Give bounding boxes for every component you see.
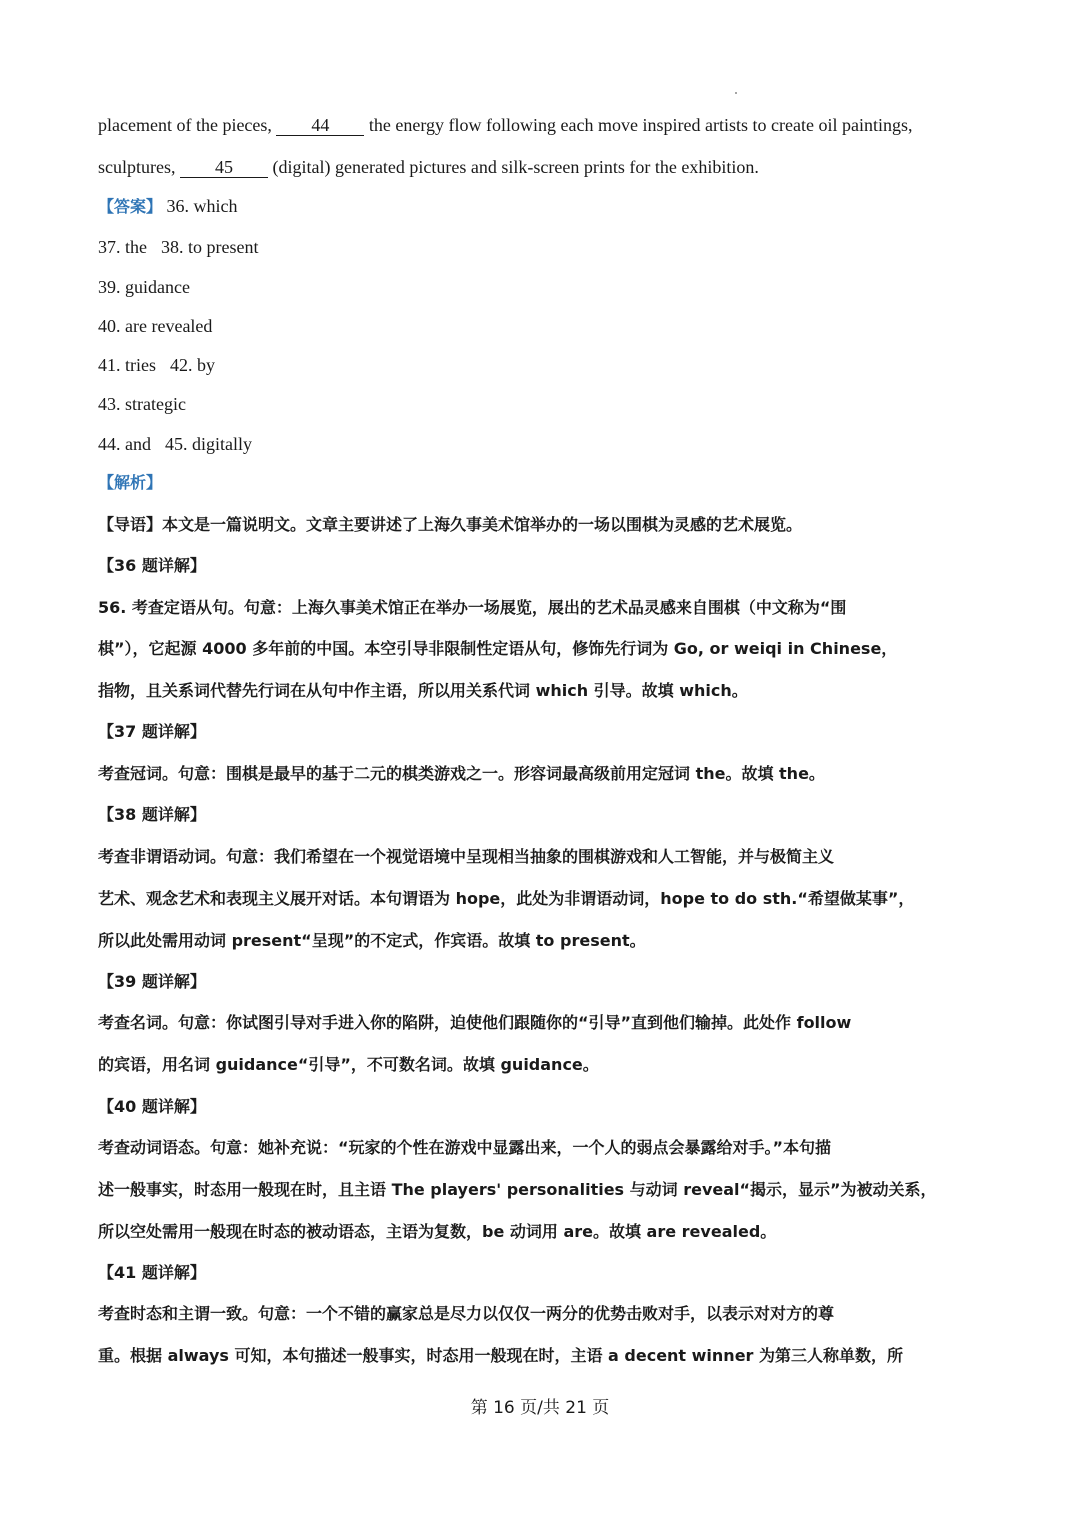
q38-line-2: 艺术、观念艺术和表现主义展开对话。本句谓语为 hope，此处为非谓语动词，hope to do sth.“希望做某事”， [98, 889, 915, 908]
passage-text: (digital) generated pictures and silk-screen prints for the exhibition. [267, 157, 759, 177]
answer-item: 38. to present [161, 237, 259, 257]
passage-line-2 [98, 155, 990, 179]
answer-line-4 [98, 314, 990, 338]
passage-text: sculptures, [98, 157, 180, 177]
answer-line-2 [98, 235, 990, 259]
q36-line-2: 棋”），它起源 4000 多年前的中国。本空引导非限制性定语从句，修饰先行词为 Go, or weiqi in Chinese， [98, 639, 898, 658]
answer-label: 【答案】 [98, 197, 163, 216]
q38-line-3: 所以此处需用动词 present“呈现”的不定式，作宾语。故填 to present。 [98, 931, 646, 950]
answer-item: 45. digitally [165, 434, 252, 454]
q41-line-1: 考查时态和主谓一致。句意：一个不错的赢家总是尽力以仅仅一两分的优势击败对手，以表示对对方的尊 [98, 1304, 835, 1323]
q39-heading: 【39 题详解】 [98, 972, 206, 991]
q40-line-1: 考查动词语态。句意：她补充说：“玩家的个性在游戏中显露出来，一个人的弱点会暴露给对手。”本句描 [98, 1138, 832, 1157]
page-footer: 第 16 页/共 21 页 [470, 1398, 610, 1418]
analysis-label-line [98, 471, 990, 495]
answer-item: 43. strategic [98, 394, 186, 414]
q40-line-2: 述一般事实，时态用一般现在时，且主语 The players' personalities 与动词 reveal“揭示，显示”为被动关系， [98, 1180, 937, 1199]
answer-item: 42. by [170, 355, 215, 375]
analysis-label: 【解析】 [98, 473, 163, 492]
blank-45: 45 [180, 157, 268, 178]
answer-item: 41. tries [98, 355, 156, 375]
answer-line-3 [98, 275, 990, 299]
scan-speck [735, 92, 737, 94]
answer-line-6 [98, 392, 990, 416]
answer-item: 40. are revealed [98, 316, 213, 336]
q36-line-1: 56. 考查定语从句。句意：上海久事美术馆正在举办一场展览，展出的艺术品灵感来自围棋（中文称为“围 [98, 598, 847, 617]
answer-line-1 [98, 194, 990, 219]
q40-heading: 【40 题详解】 [98, 1097, 206, 1116]
passage-line-1 [98, 113, 990, 137]
answer-line-5 [98, 353, 990, 377]
q39-line-1: 考查名词。句意：你试图引导对手进入你的陷阱，迫使他们跟随你的“引导”直到他们输掉。此处作 follow [98, 1013, 852, 1032]
q37-line-1: 考查冠词。句意：围棋是最早的基于二元的棋类游戏之一。形容词最高级前用定冠词 the。故填 the。 [98, 764, 825, 783]
blank-44: 44 [276, 115, 364, 136]
q36-line-3: 指物，且关系词代替先行词在从句中作主语，所以用关系代词 which 引导。故填 which。 [98, 681, 748, 700]
q37-heading: 【37 题详解】 [98, 722, 206, 741]
answer-line-7 [98, 432, 990, 456]
answer-item: 37. the [98, 237, 147, 257]
q39-line-2: 的宾语，用名词 guidance“引导”，不可数名词。故填 guidance。 [98, 1055, 599, 1074]
q36-heading: 【36 题详解】 [98, 556, 206, 575]
q38-heading: 【38 题详解】 [98, 805, 206, 824]
passage-text: placement of the pieces, [98, 115, 277, 135]
analysis-intro: 【导语】本文是一篇说明文。文章主要讲述了上海久事美术馆举办的一场以围棋为灵感的艺术展览。 [98, 515, 803, 534]
answer-item: 44. and [98, 434, 151, 454]
q40-line-3: 所以空处需用一般现在时态的被动语态，主语为复数，be 动词用 are。故填 are revealed。 [98, 1222, 777, 1241]
answer-item: 36. which [166, 196, 238, 216]
q41-line-2: 重。根据 always 可知，本句描述一般事实，时态用一般现在时，主语 a decent winner 为第三人称单数，所 [98, 1346, 904, 1365]
q38-line-1: 考查非谓语动词。句意：我们希望在一个视觉语境中呈现相当抽象的围棋游戏和人工智能，并与极简主义 [98, 847, 835, 866]
q41-heading: 【41 题详解】 [98, 1263, 206, 1282]
passage-text: the energy flow following each move inspired artists to create oil paintings, [364, 115, 913, 135]
answer-item: 39. guidance [98, 277, 190, 297]
